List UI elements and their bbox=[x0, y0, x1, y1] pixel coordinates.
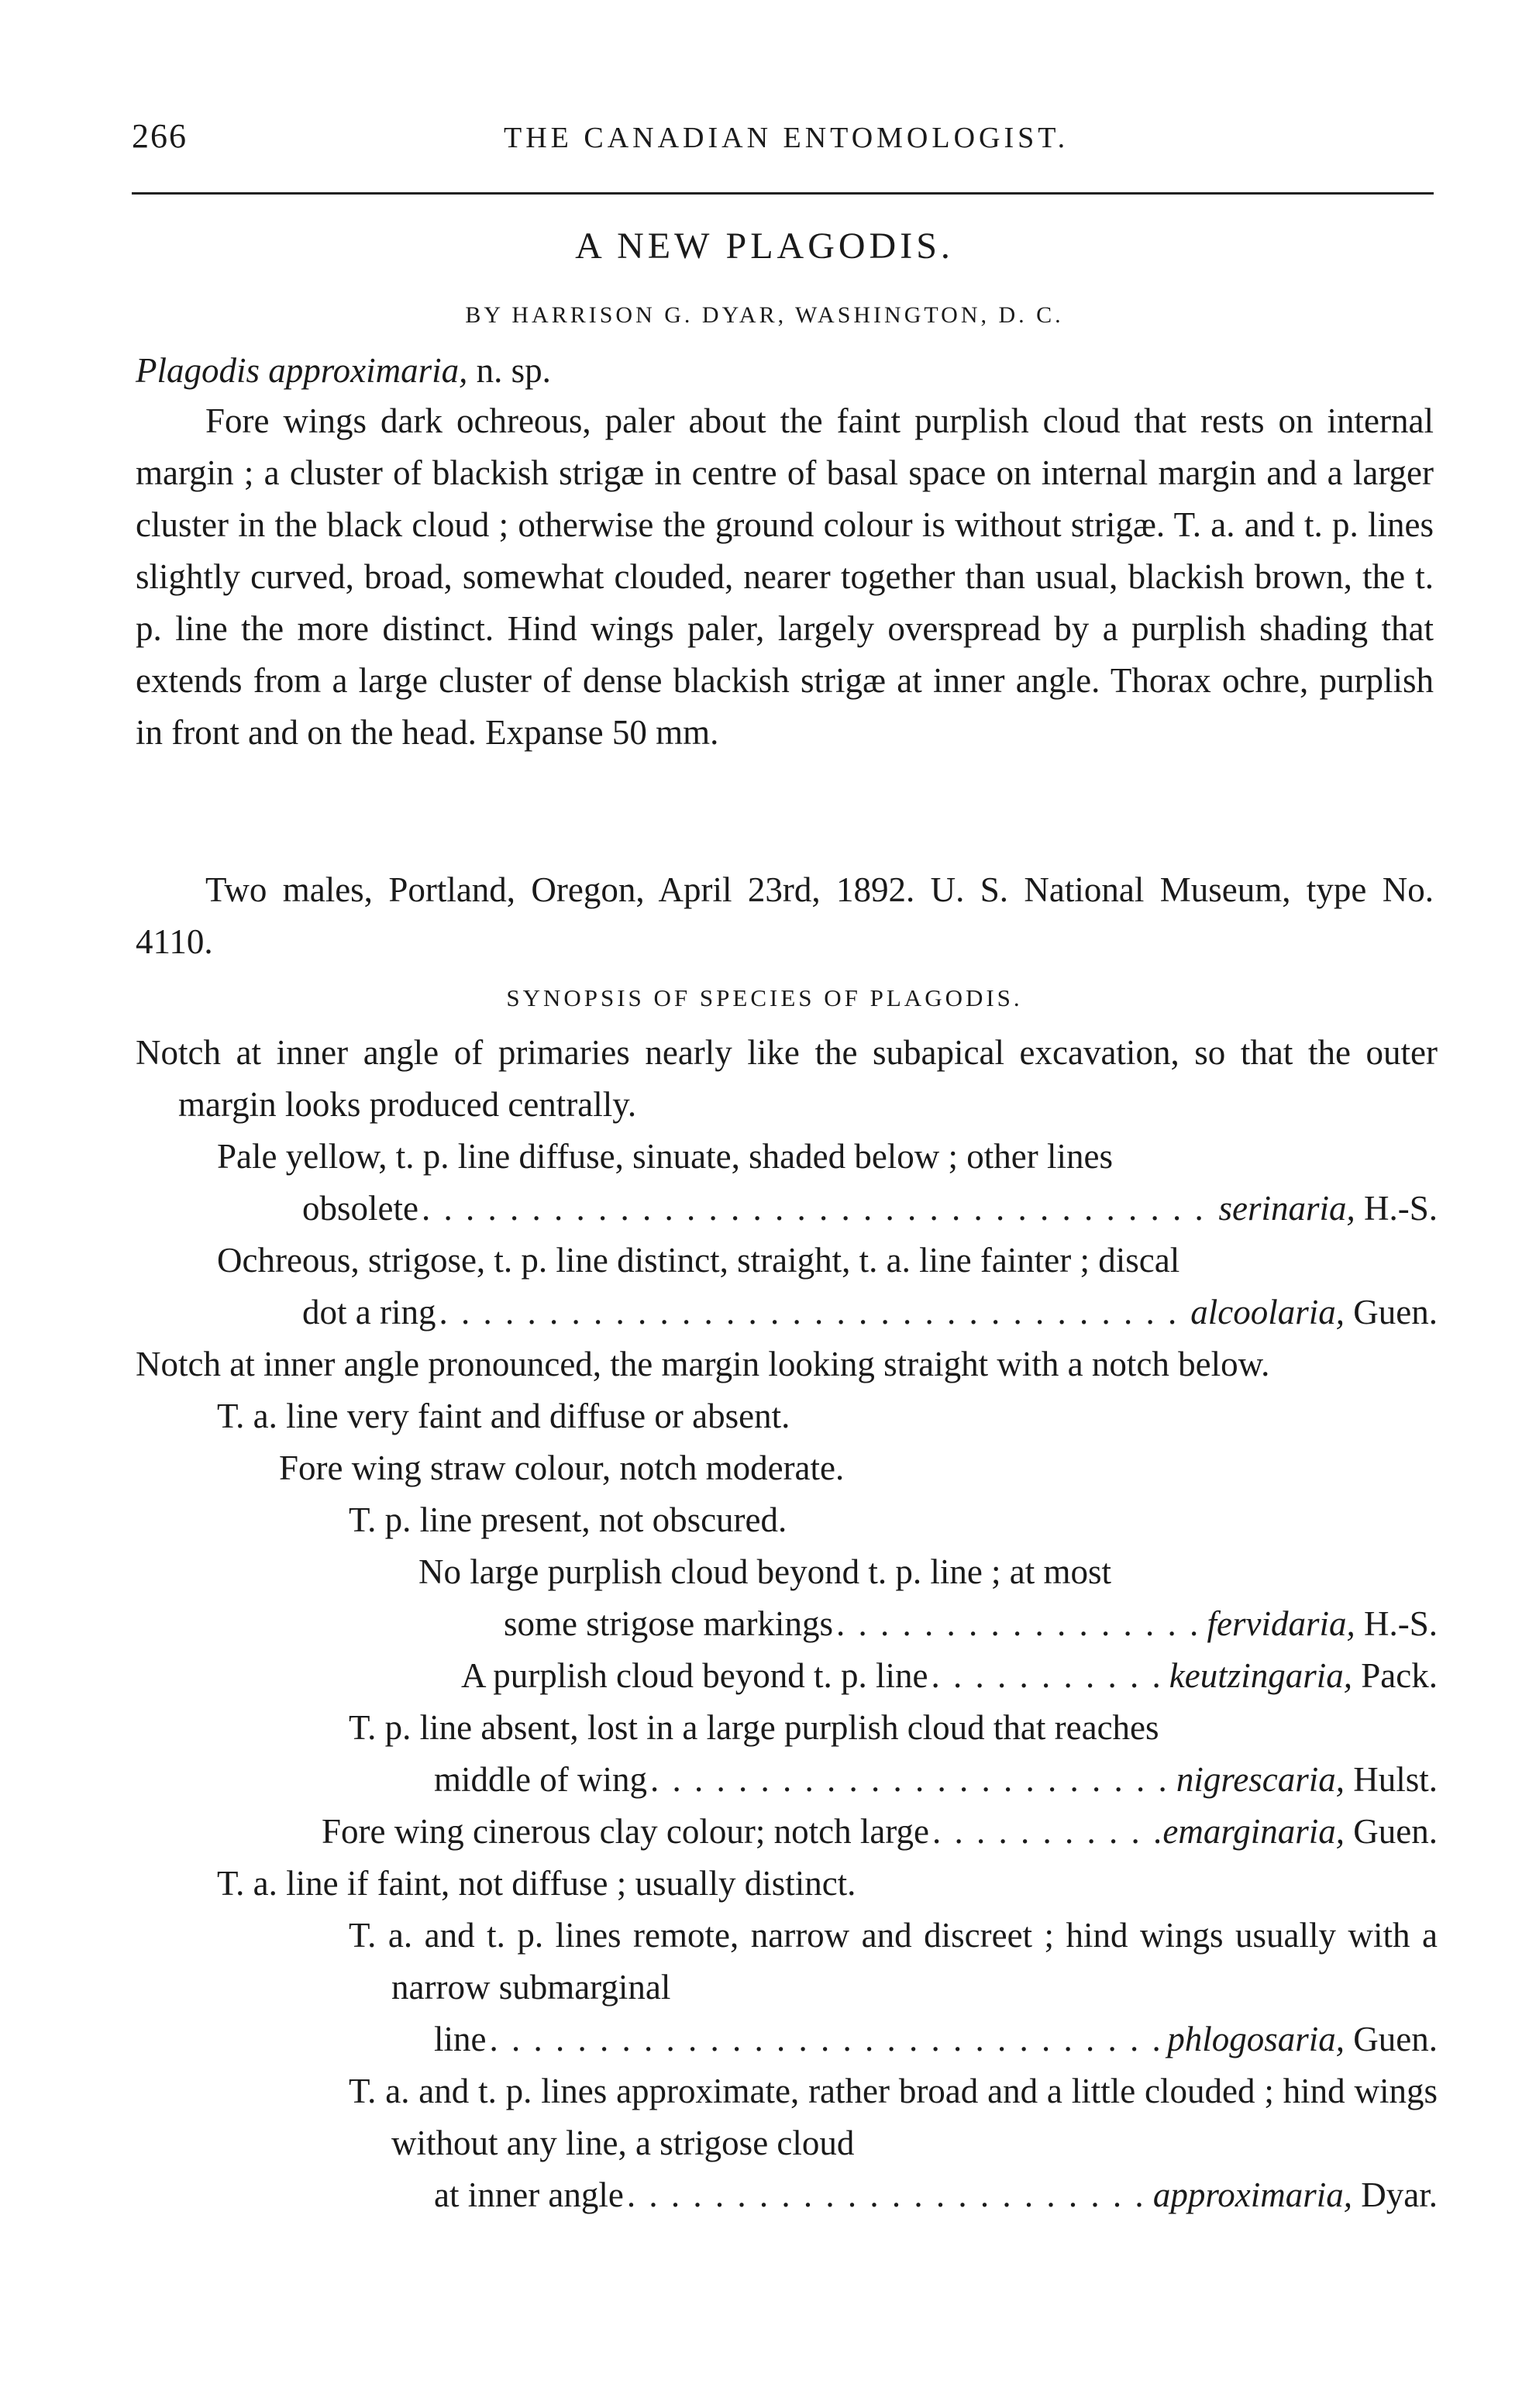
key-couplet-text: Ochreous, strigose, t. p. line distinct, straight, t. a. line fainter ; discal bbox=[217, 1241, 1180, 1280]
key-entry bbox=[349, 1702, 1438, 1806]
species-key bbox=[136, 1027, 1438, 2221]
species-epithet: emarginaria, bbox=[1162, 1812, 1345, 1851]
species-note: n. sp. bbox=[467, 351, 551, 390]
leader-dots bbox=[932, 1806, 1159, 1858]
key-couplet-text: T. a. and t. p. lines remote, narrow and discreet ; hind wings usually with a narrow submarginal bbox=[349, 1916, 1438, 2007]
species-author: H.-S. bbox=[1355, 1189, 1438, 1228]
key-leader-text: obsolete bbox=[302, 1189, 418, 1228]
species-heading bbox=[136, 345, 1434, 397]
species-author: Guen. bbox=[1345, 1293, 1438, 1331]
key-couplet-text: T. a. line if faint, not diffuse ; usually distinct. bbox=[217, 1864, 856, 1903]
key-entry bbox=[461, 1650, 1438, 1702]
species-result bbox=[1162, 1806, 1438, 1858]
species-author: Dyar. bbox=[1352, 2175, 1438, 2214]
key-leader-text: some strigose markings bbox=[504, 1604, 833, 1643]
species-author: Hulst. bbox=[1344, 1760, 1438, 1799]
key-entry bbox=[349, 1910, 1438, 2065]
description-paragraph: Fore wings dark ochreous, paler about the faint purplish cloud that rests on internal margin ; a cluster of blackish strigæ in centre of basal space on internal margin and a larger cluster in the black cloud ; otherwise the ground colour is without strigæ. T. a. and t. p. lines slightly curved, broad, somewhat clouded, nearer together than usual, blackish brown, the t. p. line the more distinct. Hind wings paler, largely overspread by a purplish shading that extends from a large cluster of dense blackish strigæ at inner angle. Thorax ochre, purplish in front and on the head. Expanse 50 mm. bbox=[136, 401, 1434, 752]
key-leader-line bbox=[434, 2169, 1438, 2221]
species-author: Guen. bbox=[1345, 1812, 1438, 1851]
key-couplet-text: Pale yellow, t. p. line diffuse, sinuate, shaded below ; other lines bbox=[217, 1137, 1114, 1176]
species-name: Plagodis approximaria, bbox=[136, 351, 468, 390]
key-couplet-text: Notch at inner angle of primaries nearly like the subapical excavation, so that the outer margin looks produced centrally. bbox=[136, 1033, 1438, 1124]
key-couplet-text: T. p. line present, not obscured. bbox=[349, 1500, 787, 1539]
key-entry bbox=[217, 1131, 1438, 1235]
key-entry bbox=[279, 1442, 1438, 1494]
key-leader-line bbox=[302, 1183, 1438, 1235]
key-entry bbox=[136, 1338, 1438, 1390]
key-entry bbox=[217, 1235, 1438, 1338]
species-result bbox=[1167, 2014, 1438, 2065]
species-epithet: phlogosaria, bbox=[1167, 2020, 1345, 2058]
key-leader-text: dot a ring bbox=[302, 1293, 436, 1331]
synopsis-heading: SYNOPSIS OF SPECIES OF PLAGODIS. bbox=[506, 984, 1023, 1011]
running-head bbox=[132, 116, 1434, 163]
leader-dots bbox=[627, 2169, 1150, 2221]
species-epithet: serinaria, bbox=[1218, 1189, 1355, 1228]
species-result bbox=[1169, 1650, 1438, 1702]
key-entry bbox=[217, 1858, 1438, 1910]
key-leader-line bbox=[322, 1806, 1438, 1858]
species-result bbox=[1176, 1754, 1438, 1806]
article-title: A NEW PLAGODIS. bbox=[575, 226, 954, 267]
leader-dots bbox=[439, 1287, 1187, 1338]
page-number: 266 bbox=[132, 117, 188, 155]
leader-dots bbox=[650, 1754, 1173, 1806]
key-couplet-text: T. a. line very faint and diffuse or absent. bbox=[217, 1397, 790, 1435]
header-rule bbox=[132, 192, 1434, 195]
key-leader-text: middle of wing bbox=[434, 1760, 647, 1799]
key-entry bbox=[349, 1494, 1438, 1546]
key-leader-text: Fore wing cinerous clay colour; notch large bbox=[322, 1812, 929, 1851]
key-leader-text: at inner angle bbox=[434, 2175, 624, 2214]
species-epithet: approximaria, bbox=[1152, 2175, 1353, 2214]
species-epithet: fervidaria, bbox=[1207, 1604, 1355, 1643]
key-leader-line bbox=[434, 1754, 1438, 1806]
leader-dots bbox=[422, 1183, 1216, 1235]
key-entry bbox=[349, 2065, 1438, 2221]
key-couplet-text: T. p. line absent, lost in a large purplish cloud that reaches bbox=[349, 1708, 1159, 1747]
journal-title: THE CANADIAN ENTOMOLOGIST. bbox=[504, 122, 1069, 154]
species-result bbox=[1153, 2169, 1438, 2221]
species-epithet: nigrescaria, bbox=[1176, 1760, 1345, 1799]
leader-dots bbox=[836, 1598, 1204, 1650]
key-couplet-text: Fore wing straw colour, notch moderate. bbox=[279, 1449, 845, 1487]
species-author: Guen. bbox=[1345, 2020, 1438, 2058]
key-leader-text: A purplish cloud beyond t. p. line bbox=[461, 1656, 928, 1695]
species-epithet: alcoolaria, bbox=[1190, 1293, 1345, 1331]
key-entry bbox=[217, 1390, 1438, 1442]
key-couplet-text: No large purplish cloud beyond t. p. line ; at most bbox=[418, 1552, 1112, 1591]
species-result bbox=[1207, 1598, 1438, 1650]
species-author: Pack. bbox=[1352, 1656, 1438, 1695]
key-leader-line bbox=[504, 1598, 1438, 1650]
key-leader-line bbox=[461, 1650, 1438, 1702]
species-result bbox=[1190, 1287, 1438, 1338]
leader-dots bbox=[489, 2014, 1164, 2065]
key-entry bbox=[418, 1546, 1438, 1650]
key-couplet-text: T. a. and t. p. lines approximate, rather broad and a little clouded ; hind wings without any line, a strigose cloud bbox=[349, 2072, 1438, 2162]
key-leader-line bbox=[434, 2014, 1438, 2065]
type-locality-paragraph: Two males, Portland, Oregon, April 23rd, 1892. U. S. National Museum, type No. 4110. bbox=[136, 870, 1434, 961]
species-author: H.-S. bbox=[1355, 1604, 1438, 1643]
species-result bbox=[1218, 1183, 1438, 1235]
species-epithet: keutzingaria, bbox=[1169, 1656, 1353, 1695]
leader-dots bbox=[931, 1650, 1166, 1702]
key-leader-line bbox=[302, 1287, 1438, 1338]
key-leader-text: line bbox=[434, 2020, 487, 2058]
key-entry bbox=[136, 1027, 1438, 1131]
byline: BY HARRISON G. DYAR, WASHINGTON, D. C. bbox=[465, 302, 1064, 328]
key-couplet-text: Notch at inner angle pronounced, the margin looking straight with a notch below. bbox=[136, 1345, 1270, 1383]
key-entry bbox=[322, 1806, 1438, 1858]
